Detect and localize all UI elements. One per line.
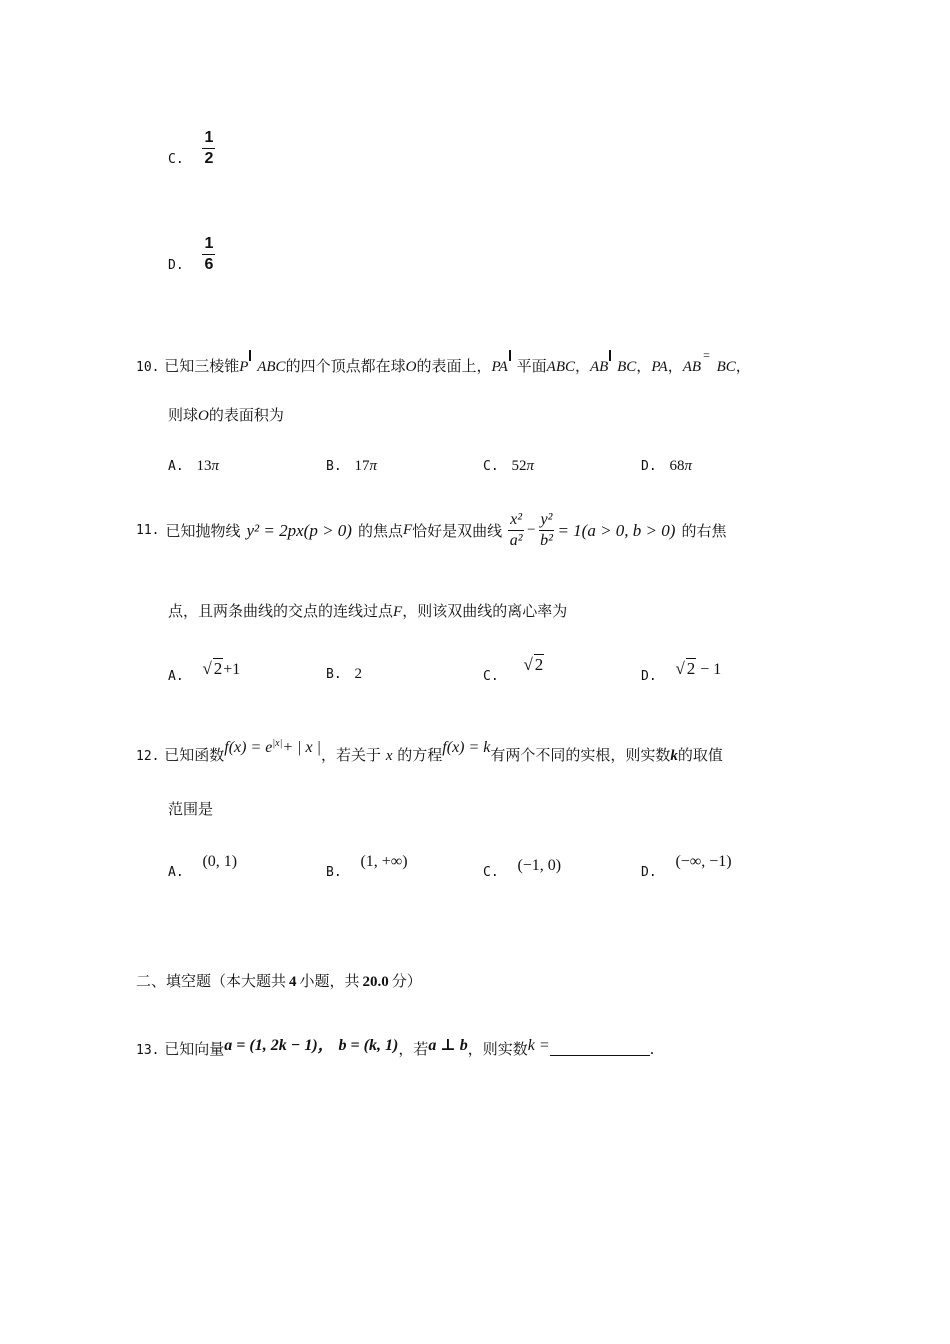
equation: f(x) = k [442, 739, 491, 756]
missing-symbol-mark [609, 350, 611, 361]
question-number: 10. [136, 360, 160, 375]
radicand: 2 [534, 655, 544, 674]
q11-option-d [641, 658, 722, 684]
q13-text: ，若 [398, 1040, 429, 1058]
math-var: AB [590, 359, 609, 375]
q10-option-b [326, 456, 377, 475]
question-number: 12. [136, 749, 160, 764]
q10-stem-line2 [168, 404, 284, 425]
vector-b: b = (k, 1) [338, 1037, 399, 1054]
q10-text: 已知三棱锥 [164, 357, 240, 375]
question-number: 13. [136, 1043, 160, 1058]
function-def-tail: + | x | [282, 739, 322, 756]
section-score: 20.0 [362, 974, 389, 990]
radicand: 2 [213, 659, 223, 678]
math-var: F [402, 522, 413, 538]
pi-symbol: π [211, 458, 219, 474]
option-label: C. [483, 865, 499, 880]
sqrt-sign: √ [675, 659, 685, 678]
option-label: C. [483, 459, 499, 474]
math-var: AB [682, 359, 702, 375]
option-label: B. [326, 459, 342, 474]
option-label: A. [168, 865, 184, 880]
minus-sign: − [527, 522, 536, 538]
pi-symbol: π [684, 458, 692, 474]
perpendicular-condition: a ⊥ b [428, 1037, 468, 1054]
option-label: B. [326, 865, 342, 880]
equals-sign: = [703, 348, 710, 362]
missing-symbol-mark [509, 350, 511, 361]
option-value: (1, +∞) [360, 853, 408, 870]
missing-symbol-mark [249, 350, 251, 361]
option-label: C. [483, 669, 499, 684]
q12-stem-line1 [136, 736, 723, 764]
q11-text: 恰好是双曲线 [412, 522, 503, 540]
q10-option-a [168, 456, 219, 475]
section-heading [136, 970, 422, 991]
option-label: D. [641, 669, 657, 684]
q11-option-c [483, 654, 544, 684]
option-value: (−∞, −1) [675, 853, 732, 870]
option-label: D. [641, 459, 657, 474]
q13-text: ，则实数 [467, 1040, 528, 1058]
q10-text: ， [735, 357, 751, 375]
math-var: x [385, 748, 393, 764]
section-text: 小题，共 [299, 972, 360, 990]
q11-stem-line2 [168, 600, 567, 621]
section-count: 4 [289, 974, 297, 990]
math-var: O [405, 359, 417, 375]
q12-text: 有两个不同的实根，则实数 [490, 746, 671, 764]
option-value: 17 [354, 458, 370, 474]
q11-text: 的右焦 [681, 522, 727, 540]
q10-text: ， [575, 357, 591, 375]
q10-text: ， [667, 357, 683, 375]
q12-text: 的取值 [677, 746, 723, 764]
option-value: 68 [669, 458, 685, 474]
math-var: k [670, 748, 678, 764]
q10-option-c [483, 456, 534, 475]
option-value: (−1, 0) [517, 857, 562, 874]
hyperbola-y-term: $\frac{\text{y²}}{\text{b²}}$ [540, 511, 553, 549]
q10-text: 的表面积为 [208, 406, 284, 424]
option-value: 2 [354, 666, 362, 682]
option-label: A. [168, 669, 184, 684]
q13-text: 已知向量 [164, 1040, 225, 1058]
q11-text: 的焦点 [357, 522, 403, 540]
q12-text: 范围是 [168, 800, 214, 818]
q12-stem-line2 [168, 798, 213, 819]
fraction-sixth: $\frac{1}{6}$ [204, 235, 214, 273]
function-def: f(x) = e [224, 739, 273, 756]
option-label: D. [641, 865, 657, 880]
q11-text: ，则该双曲线的离心率为 [402, 602, 568, 620]
parabola-equation: y² = 2px(p > 0) [246, 520, 352, 540]
q12-text: 的方程 [397, 746, 443, 764]
radicand: 2 [686, 659, 696, 678]
q10-text: 平面 [516, 357, 547, 375]
option-tail: +1 [223, 661, 241, 678]
q10-text: 的表面上， [416, 357, 492, 375]
q10-text: 则球 [168, 406, 199, 424]
math-var: P [239, 359, 249, 375]
fraction-half: $\frac{1}{2}$ [204, 129, 214, 167]
math-var: BC [716, 359, 736, 375]
q9-option-d [168, 236, 215, 273]
k-equals: k = [527, 1037, 550, 1054]
q13-stem [136, 1032, 655, 1058]
q10-option-d [641, 456, 692, 475]
q11-stem-line1 [136, 512, 726, 549]
q12-option-b [326, 852, 408, 880]
option-value: (0, 1) [202, 853, 238, 870]
sqrt-sign: √ [523, 655, 533, 674]
q12-text: 已知函数 [164, 746, 225, 764]
math-var: O [198, 408, 209, 424]
option-tail: − 1 [696, 661, 722, 678]
option-label: C. [168, 151, 184, 167]
pi-symbol: π [369, 458, 377, 474]
pi-symbol: π [526, 458, 534, 474]
q11-option-b [326, 664, 362, 683]
vector-a: a = (1, 2k − 1)， [224, 1037, 334, 1054]
q10-text: 的四个顶点都在球 [285, 357, 406, 375]
math-var: PA [491, 359, 508, 375]
q11-text: 已知抛物线 [165, 522, 241, 540]
question-number: 11. [136, 523, 160, 538]
option-label: B. [326, 667, 342, 682]
answer-blank[interactable] [550, 1041, 650, 1056]
option-label: A. [168, 459, 184, 474]
hyperbola-x-term: $\frac{\text{x²}}{\text{a²}}$ [509, 511, 523, 549]
q12-text: ，若关于 [321, 746, 382, 764]
section-text: 分） [391, 972, 422, 990]
exponent: |x| [272, 738, 283, 749]
period: . [649, 1040, 655, 1058]
math-var: ABC [546, 359, 575, 375]
q10-stem-line1 [136, 350, 751, 376]
q12-option-d [641, 852, 732, 880]
option-label: D. [168, 257, 184, 273]
q11-option-a [168, 658, 241, 684]
option-value: 13 [196, 458, 212, 474]
q11-text: 点，且两条曲线的交点的连线过点 [168, 602, 394, 620]
math-var: BC [617, 359, 637, 375]
q12-option-c [483, 856, 562, 880]
q10-text: ， [636, 357, 652, 375]
q9-option-c [168, 130, 215, 167]
q12-option-a [168, 852, 238, 880]
math-var: PA [651, 359, 668, 375]
section-text: 二、填空题（本大题共 [136, 972, 287, 990]
sqrt-sign: √ [202, 659, 212, 678]
hyperbola-rest: = 1(a > 0, b > 0) [557, 520, 676, 540]
math-var: F [393, 604, 403, 620]
math-var: ABC [257, 359, 286, 375]
option-value: 52 [511, 458, 527, 474]
